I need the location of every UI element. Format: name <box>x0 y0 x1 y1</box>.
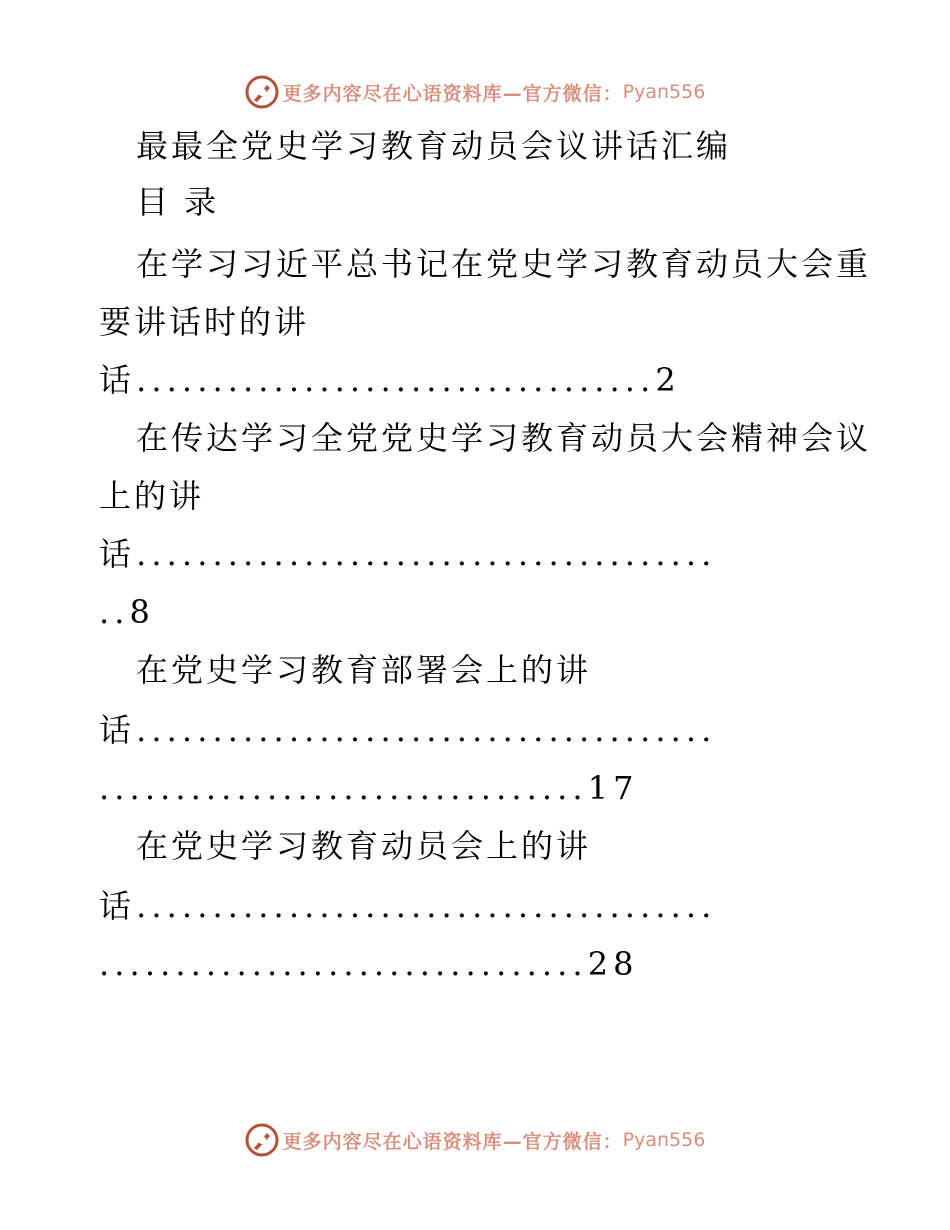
toc-entry-4-title-line1[interactable]: 在党史学习教育动员会上的讲 <box>136 827 592 865</box>
toc-entry-4-leader[interactable]: 话...................................... <box>99 887 717 925</box>
toc-entry-3-leader[interactable]: 话...................................... <box>99 711 717 749</box>
document-title: 最最全党史学习教育动员会议讲话汇编 <box>136 127 732 165</box>
pen-logo-icon <box>245 75 279 109</box>
toc-entry-2-title-line2[interactable]: 上的讲 <box>99 477 205 515</box>
toc-entry-1-title-line2[interactable]: 要讲话时的讲 <box>99 303 310 341</box>
watermark-text: 更多内容尽在心语资料库—官方微信： <box>282 82 623 105</box>
toc-entry-3-leader-cont[interactable]: ................................17 <box>99 769 639 807</box>
toc-entry-2-leader-cont[interactable]: ..8 <box>99 593 156 631</box>
header-watermark <box>0 72 950 112</box>
watermark-wechat: Pyan556 <box>622 81 706 103</box>
watermark-text: 更多内容尽在心语资料库—官方微信： <box>282 1130 623 1153</box>
toc-entry-2-title-line1[interactable]: 在传达学习全党党史学习教育动员大会精神会议 <box>136 419 872 457</box>
toc-entry-4-leader-cont[interactable]: ................................28 <box>99 945 639 983</box>
toc-entry-1-leader[interactable]: 话..................................2 <box>99 361 681 399</box>
toc-heading: 目 录 <box>136 183 220 221</box>
toc-entry-2-leader[interactable]: 话...................................... <box>99 535 717 573</box>
toc-entry-1-title-line1[interactable]: 在学习习近平总书记在党史学习教育动员大会重 <box>136 245 872 283</box>
footer-watermark <box>0 1120 950 1160</box>
pen-logo-icon <box>245 1123 279 1157</box>
watermark-wechat: Pyan556 <box>622 1129 706 1151</box>
toc-entry-3-title-line1[interactable]: 在党史学习教育部署会上的讲 <box>136 651 592 689</box>
